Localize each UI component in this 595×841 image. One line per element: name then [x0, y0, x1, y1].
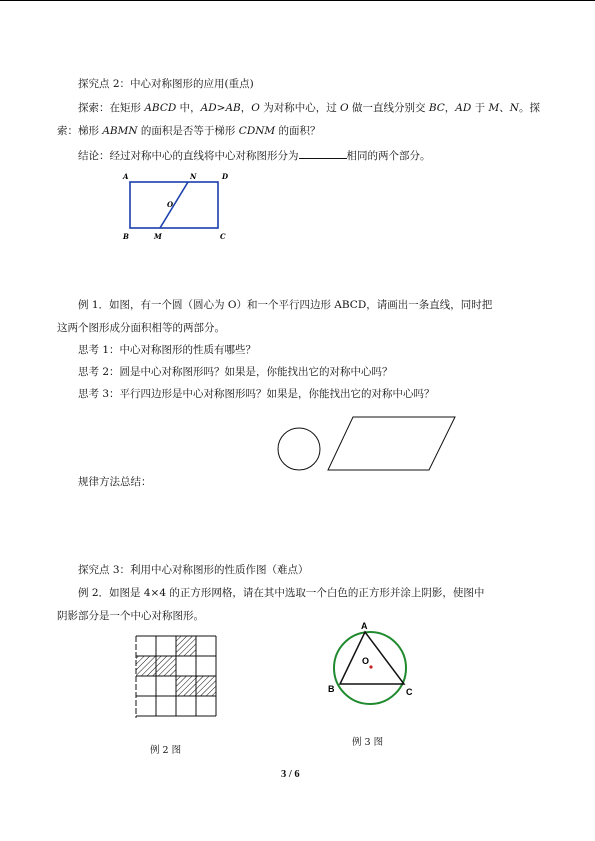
explore-line-2: 索：梯形 ABMN 的面积是否等于梯形 CDNM 的面积？	[57, 125, 321, 137]
example2-line1: 例 2．如图是 4×4 的正方形网格，请在其中选取一个白色的正方形并涂上阴影，使图中	[78, 587, 485, 599]
header-rule	[0, 0, 595, 1]
rectangle-figure	[118, 170, 238, 245]
label-c: C	[220, 232, 226, 241]
label-m: M	[154, 232, 162, 241]
shaded-cell	[176, 676, 196, 696]
caption-example2: 例 2 图	[150, 745, 182, 756]
think-1: 思考 1：中心对称图形的性质有哪些？	[78, 344, 257, 356]
label-o: O	[362, 656, 370, 666]
shaded-cell	[136, 656, 156, 676]
triangle-circle-figure	[320, 618, 420, 708]
triangle-abc	[340, 632, 404, 684]
label-a: A	[123, 172, 129, 181]
shaded-cell	[196, 676, 216, 696]
conclusion-line: 结论：经过对称中心的直线将中心对称图形分为 相同的两个部分。	[78, 150, 431, 162]
think-2: 思考 2：圆是中心对称图形吗？如果是，你能找出它的对称中心吗？	[78, 366, 393, 378]
center-dot	[369, 665, 372, 668]
label-c: C	[406, 687, 413, 697]
shaded-cell	[156, 656, 176, 676]
grid-4x4-figure	[132, 634, 218, 722]
label-a: A	[361, 621, 368, 631]
parallelogram-shape	[328, 417, 455, 470]
label-d: D	[222, 172, 229, 181]
method-summary-label: 规律方法总结：	[78, 476, 152, 488]
circle-parallelogram-figure	[275, 412, 475, 474]
circle-shape	[278, 428, 320, 470]
example1-line2: 这两个图形成分面积相等的两部分。	[57, 322, 225, 334]
section3-title: 探究点 3：利用中心对称图形的性质作图（难点）	[78, 564, 309, 576]
page-number: 3 / 6	[281, 769, 300, 780]
section2-title: 探究点 2：中心对称图形的应用(重点)	[78, 78, 254, 90]
think-3: 思考 3：平行四边形是中心对称图形吗？如果是，你能找出它的对称中心吗？	[78, 388, 435, 400]
caption-example3: 例 3 图	[352, 737, 384, 748]
shaded-cell	[176, 636, 196, 656]
label-o: O	[167, 200, 174, 209]
label-b: B	[123, 232, 129, 241]
label-b: B	[328, 684, 335, 694]
example2-line2: 阴影部分是一个中心对称图形。	[57, 610, 204, 622]
example1-line1: 例 1．如图，有一个圆（圆心为 O）和一个平行四边形 ABCD，请画出一条直线，同时把	[78, 299, 493, 311]
explore-line-1: 探索：在矩形 ABCD 中，AD>AB，O 为对称中心，过 O 做一直线分别交 BC，AD 于 M、N。探	[78, 102, 540, 114]
label-n: N	[190, 172, 197, 181]
fill-in-blank[interactable]	[299, 148, 347, 159]
line-mn	[160, 182, 188, 228]
